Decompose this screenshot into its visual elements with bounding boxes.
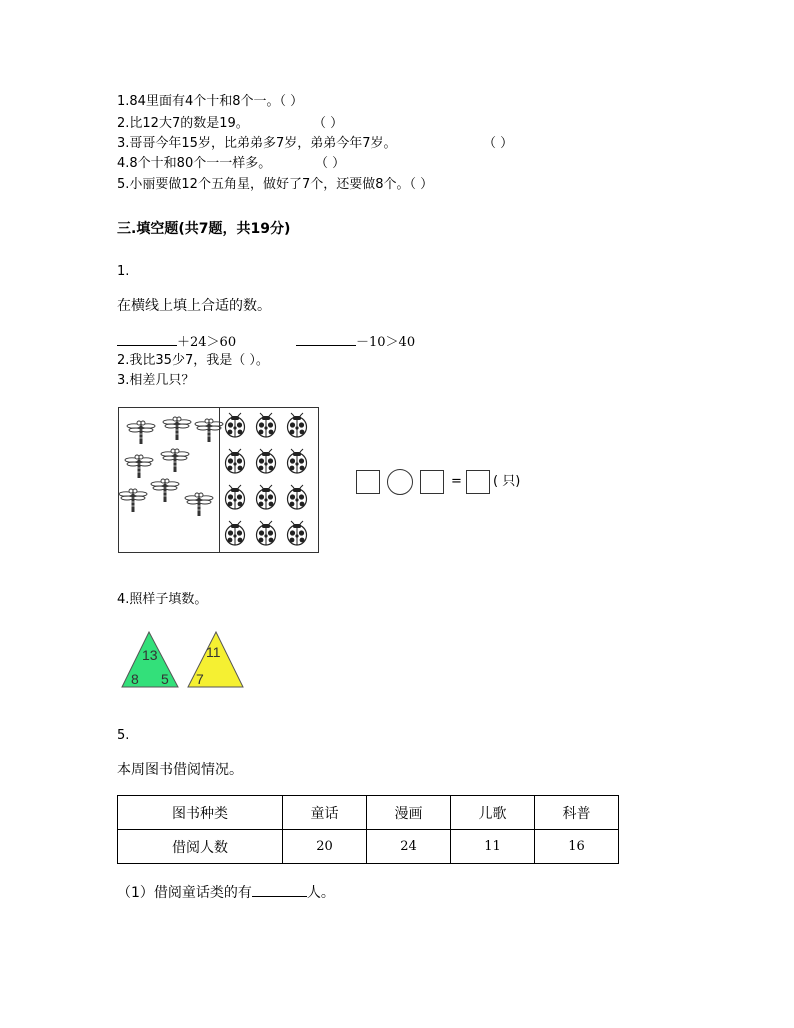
table-cell: 24: [367, 830, 451, 864]
q5-sub1-after: 人。: [306, 885, 335, 901]
judge-item-3-paren: （ ）: [483, 136, 514, 151]
dragonfly-icon: [161, 449, 189, 472]
dragonfly-icon: [125, 455, 153, 478]
judge-item-2: 2.比12大7的数是19。: [117, 116, 249, 131]
animals-svg: [119, 408, 318, 552]
ladybug-icon: [288, 413, 307, 437]
q2-text: 2.我比35少7，我是（ ）。: [117, 353, 269, 368]
q1-expression-a: [117, 333, 236, 351]
q1-number: 1.: [117, 264, 130, 279]
ladybug-icon: [226, 485, 245, 509]
judge-item-5: 5.小丽要做12个五角星，做好了7个，还要做8个。（ ）: [117, 177, 434, 192]
dragonfly-icon: [163, 417, 191, 440]
table-header-cell: 图书种类: [118, 796, 283, 830]
q5-sub1: [117, 884, 335, 901]
triangles: [120, 630, 250, 694]
judge-item-4-paren: （ ）: [315, 156, 346, 171]
q5-sub1-before: （1）借阅童话类的有: [117, 885, 252, 901]
judge-item-1: 1.84里面有4个十和8个一。（ ）: [117, 94, 304, 109]
borrow-table: [117, 795, 619, 864]
table-header-row: [118, 796, 619, 830]
table-cell: 11: [451, 830, 535, 864]
ladybug-icon: [226, 521, 245, 545]
expr-b-text: －10＞40: [356, 335, 416, 350]
answer-blank[interactable]: [296, 333, 356, 346]
judge-item-3: 3.哥哥今年15岁，比弟弟多7岁，弟弟今年7岁。: [117, 136, 397, 151]
expr-a-text: ＋24＞60: [177, 335, 237, 350]
dragonfly-icon: [151, 479, 179, 502]
table-cell: 借阅人数: [118, 830, 283, 864]
table-cell: 16: [535, 830, 619, 864]
ladybug-icon: [257, 413, 276, 437]
unit-label: ( 只): [493, 474, 521, 489]
yellow-top-number: 11: [206, 644, 221, 660]
ladybug-icon: [226, 413, 245, 437]
table-header-cell: 童话: [283, 796, 367, 830]
table-header-cell: 漫画: [367, 796, 451, 830]
q3-title: 3.相差几只？: [117, 373, 195, 388]
dragonfly-icon: [119, 489, 147, 512]
equals-sign: =: [451, 474, 462, 489]
table-header-cell: 科普: [535, 796, 619, 830]
animals-picture: [118, 407, 319, 553]
answer-blank[interactable]: [117, 333, 177, 346]
q5-number: 5.: [117, 728, 130, 743]
judge-item-4: 4.8个十和80个一一样多。: [117, 156, 272, 171]
q1-expression-b: [296, 333, 415, 351]
dragonfly-icon: [185, 493, 213, 516]
green-left-number: 8: [131, 671, 139, 687]
q4-title: 4.照样子填数。: [117, 592, 208, 607]
table-row: [118, 830, 619, 864]
q1-prompt: 在横线上填上合适的数。: [117, 298, 271, 314]
judge-item-2-paren: （ ）: [313, 116, 344, 131]
green-right-number: 5: [161, 671, 169, 687]
ladybug-icon: [288, 449, 307, 473]
operator-circle[interactable]: [387, 469, 413, 495]
ladybug-icon: [257, 521, 276, 545]
answer-blank[interactable]: [252, 884, 307, 897]
green-top-number: 13: [142, 647, 158, 663]
ladybug-icon: [257, 449, 276, 473]
ladybug-icon: [226, 449, 245, 473]
section-title: 三.填空题(共7题，共19分): [117, 221, 291, 237]
answer-box-3[interactable]: [466, 470, 490, 494]
answer-box-1[interactable]: [356, 470, 380, 494]
yellow-left-number: 7: [196, 671, 204, 687]
dragonfly-icon: [127, 421, 155, 444]
table-cell: 20: [283, 830, 367, 864]
table-header-cell: 儿歌: [451, 796, 535, 830]
q5-prompt: 本周图书借阅情况。: [117, 762, 243, 778]
ladybug-icon: [288, 485, 307, 509]
ladybug-icon: [288, 521, 307, 545]
dragonfly-icon: [195, 419, 223, 442]
ladybug-icon: [257, 485, 276, 509]
answer-box-2[interactable]: [420, 470, 444, 494]
